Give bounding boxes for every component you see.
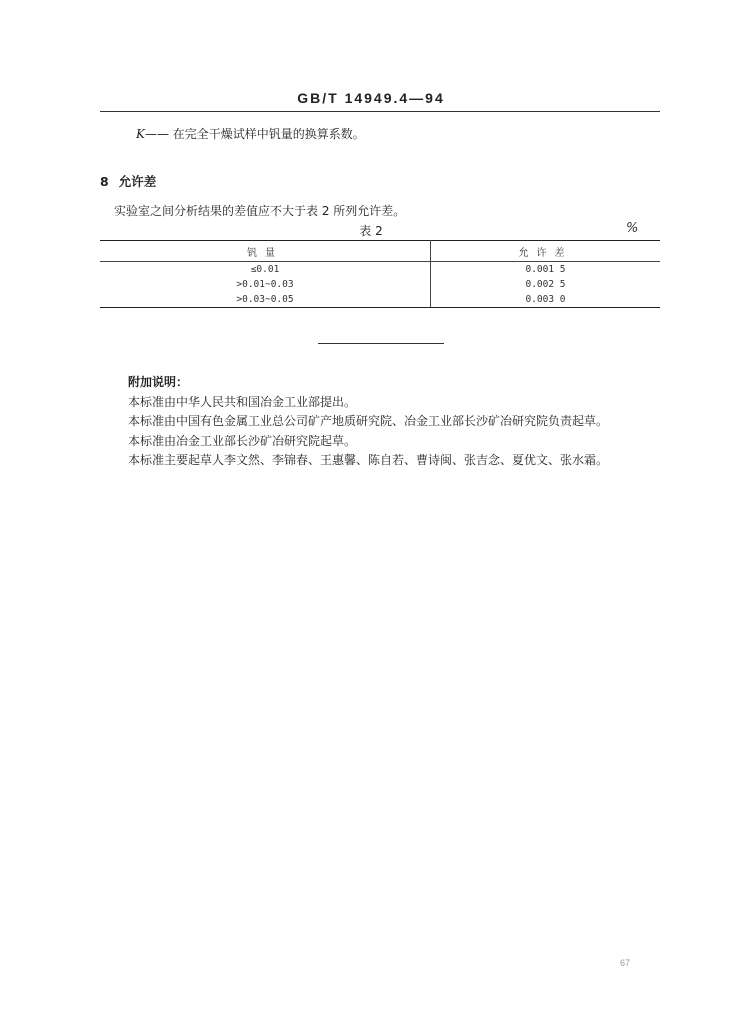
table-cell-tolerance: 0.001 5 [525,264,566,275]
table-cell-range: >0.01~0.03 [100,277,431,292]
header-rule [100,111,660,112]
tolerance-table-wrapper [100,240,660,308]
page-number: 67 [620,958,631,968]
table-row [100,292,660,308]
additional-notes [128,373,608,471]
table-cell-tolerance: 0.003 0 [431,292,661,308]
section-heading [100,172,156,190]
notes-title: 附加说明： [128,375,189,389]
notes-line: 本标准主要起草人李文然、李锦春、王惠馨、陈自若、曹诗闽、张吉念、夏优文、张水霜。 [128,453,609,467]
table-header-row [100,241,660,262]
section-body-text: 实验室之间分析结果的差值应不大于表 2 所列允许差。 [114,204,406,218]
table-cell-range: ≤0.01 [100,262,431,278]
table-caption: 表 2 [359,224,383,238]
table-cell-tolerance: 0.002 5 [525,279,566,290]
table-header-vanadium: 钒量 [100,241,431,262]
table-unit: % [626,221,639,236]
notes-line: 本标准由中华人民共和国冶金工业部提出。 [128,394,357,409]
table-header-tolerance: 允许差 [431,241,661,262]
variable-symbol: K [136,127,145,141]
table-cell-range: >0.03~0.05 [100,292,431,308]
section-title: 允许差 [118,174,157,189]
table-row [100,262,660,278]
section-end-rule [318,343,444,344]
notes-line: 本标准由冶金工业部长沙矿冶研究院起草。 [128,433,357,448]
notes-line: 本标准由中国有色金属工业总公司矿产地质研究院、冶金工业部长沙矿冶研究院负责起草。 [128,414,609,428]
table-row [100,277,660,292]
tolerance-table [100,240,660,308]
document-header-title: GB/T 14949.4—94 [297,90,445,106]
variable-dash: —— [144,127,169,141]
section-number: 8 [100,174,109,189]
variable-definition [136,125,365,142]
variable-description: 在完全干燥试样中钒量的换算系数。 [172,127,365,141]
